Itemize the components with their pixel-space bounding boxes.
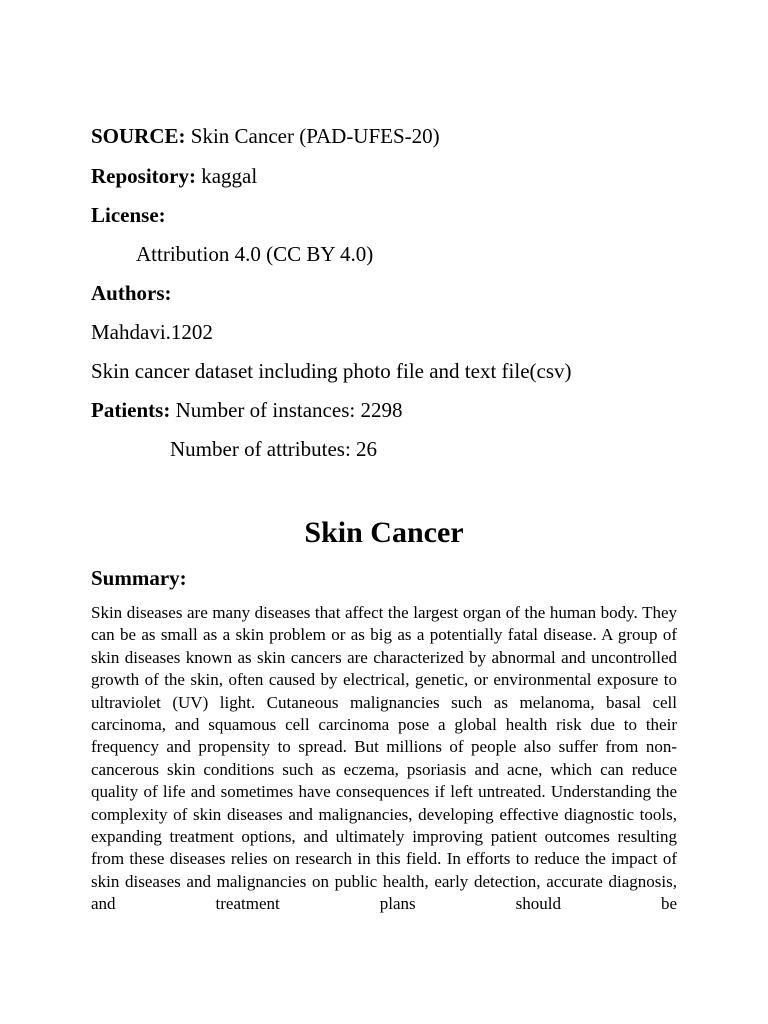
- repository-label: Repository:: [91, 164, 196, 188]
- source-value: Skin Cancer (PAD-UFES-20): [190, 124, 440, 148]
- summary-paragraph: Skin diseases are many diseases that affect the largest organ of the human body. They can be as small as a skin problem or as big as a potentially fatal disease. A group of skin diseases known as skin cancers are characterized by abnormal and uncontrolled growth of the skin, often caused by electrical, genetic, or environmental exposure to ultraviolet (UV) light. Cutaneous malignancies such as melanoma, basal cell carcinoma, and squamous cell carcinoma pose a global health risk due to their frequency and propensity to spread. But millions of people also suffer from non-cancerous skin conditions such as eczema, psoriasis and acne, which can reduce quality of life and sometimes have consequences if left untreated. Understanding the complexity of skin diseases and malignancies, developing effective diagnostic tools, expanding treatment options, and ultimately improving patient outcomes resulting from these diseases relies on research in this field. In efforts to reduce the impact of skin diseases and malignancies on public health, early detection, accurate diagnosis, and treatment plans should be: [91, 603, 677, 914]
- attributes-value: Number of attributes: 26: [170, 437, 378, 461]
- license-value: Attribution 4.0 (CC BY 4.0): [136, 242, 374, 266]
- instances-value: Number of instances: 2298: [175, 398, 403, 422]
- authors-label: Authors:: [91, 281, 172, 305]
- dataset-description: Skin cancer dataset including photo file and text file(csv): [91, 359, 572, 383]
- document-title: Skin Cancer: [304, 516, 464, 549]
- patients-line: [91, 398, 402, 422]
- patients-label: Patients:: [91, 398, 171, 422]
- license-label: License:: [91, 203, 166, 227]
- license-line: [91, 203, 166, 227]
- authors-line: [91, 281, 172, 305]
- source-line: [91, 124, 440, 148]
- authors-value: Mahdavi.1202: [91, 320, 213, 344]
- summary-heading: Summary:: [91, 566, 187, 590]
- repository-line: [91, 164, 257, 188]
- repository-value: kaggal: [201, 164, 258, 188]
- source-label: SOURCE:: [91, 124, 186, 148]
